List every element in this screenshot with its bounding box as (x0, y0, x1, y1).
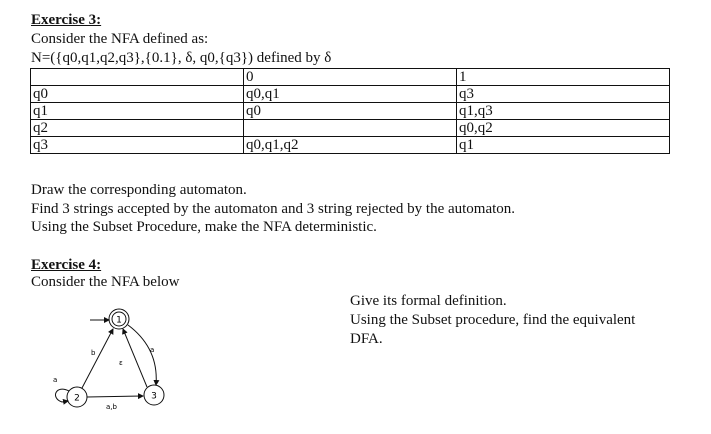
exercise-4-task-2: Using the Subset procedure, find the equivalent (350, 312, 636, 328)
exercise-3-intro: Consider the NFA defined as: (31, 31, 209, 47)
table-cell: q0,q2 (457, 120, 670, 137)
state-3 (144, 385, 164, 405)
table-cell (244, 120, 457, 137)
table-cell: q1 (31, 103, 244, 120)
table-cell: q0,q1,q2 (244, 137, 457, 154)
table-row (31, 86, 670, 103)
table-header-row (31, 69, 670, 86)
edge-label-a: a (150, 346, 155, 354)
edge-label-ab: a,b (106, 403, 117, 411)
table-row (31, 103, 670, 120)
exercise-3-heading: Exercise 3: (31, 12, 102, 28)
nfa-definition: N=({q0,q1,q2,q3},{0.1}, δ, q0,{q3}) defined by δ (31, 50, 332, 66)
exercise-3-task-2: Find 3 strings accepted by the automaton and 3 string rejected by the automaton. (31, 201, 516, 217)
state-3-label: 3 (151, 391, 157, 402)
table-cell: q3 (31, 137, 244, 154)
state-2-label: 2 (74, 393, 80, 404)
edge-2-to-3 (87, 396, 143, 397)
exercise-4-task-3: DFA. (350, 331, 383, 347)
state-2 (67, 387, 87, 407)
exercise-4-task-1: Give its formal definition. (350, 293, 507, 309)
state-1 (109, 309, 129, 329)
table-cell: q3 (457, 86, 670, 103)
exercise-4-heading: Exercise 4: (31, 257, 102, 273)
table-cell: q1,q3 (457, 103, 670, 120)
edge-label-epsilon: ε (119, 359, 123, 367)
table-header-cell: 0 (244, 69, 457, 86)
edge-label-b: b (91, 349, 96, 357)
table-row (31, 137, 670, 154)
edge-3-to-1 (123, 329, 147, 387)
table-header-cell (31, 69, 244, 86)
edge-label-self-a: a (53, 376, 58, 384)
table-cell: q2 (31, 120, 244, 137)
table-cell: q0,q1 (244, 86, 457, 103)
nfa-diagram (44, 298, 184, 418)
table-cell: q1 (457, 137, 670, 154)
transition-table (30, 68, 670, 154)
state-1-label: 1 (116, 315, 122, 326)
exercise-4-intro: Consider the NFA below (31, 274, 180, 290)
table-row (31, 120, 670, 137)
exercise-3-task-3: Using the Subset Procedure, make the NFA deterministic. (31, 219, 377, 235)
table-cell: q0 (31, 86, 244, 103)
edge-2-to-1 (82, 329, 113, 388)
exercise-3-task-1: Draw the corresponding automaton. (31, 182, 247, 198)
table-cell: q0 (244, 103, 457, 120)
table-header-cell: 1 (457, 69, 670, 86)
